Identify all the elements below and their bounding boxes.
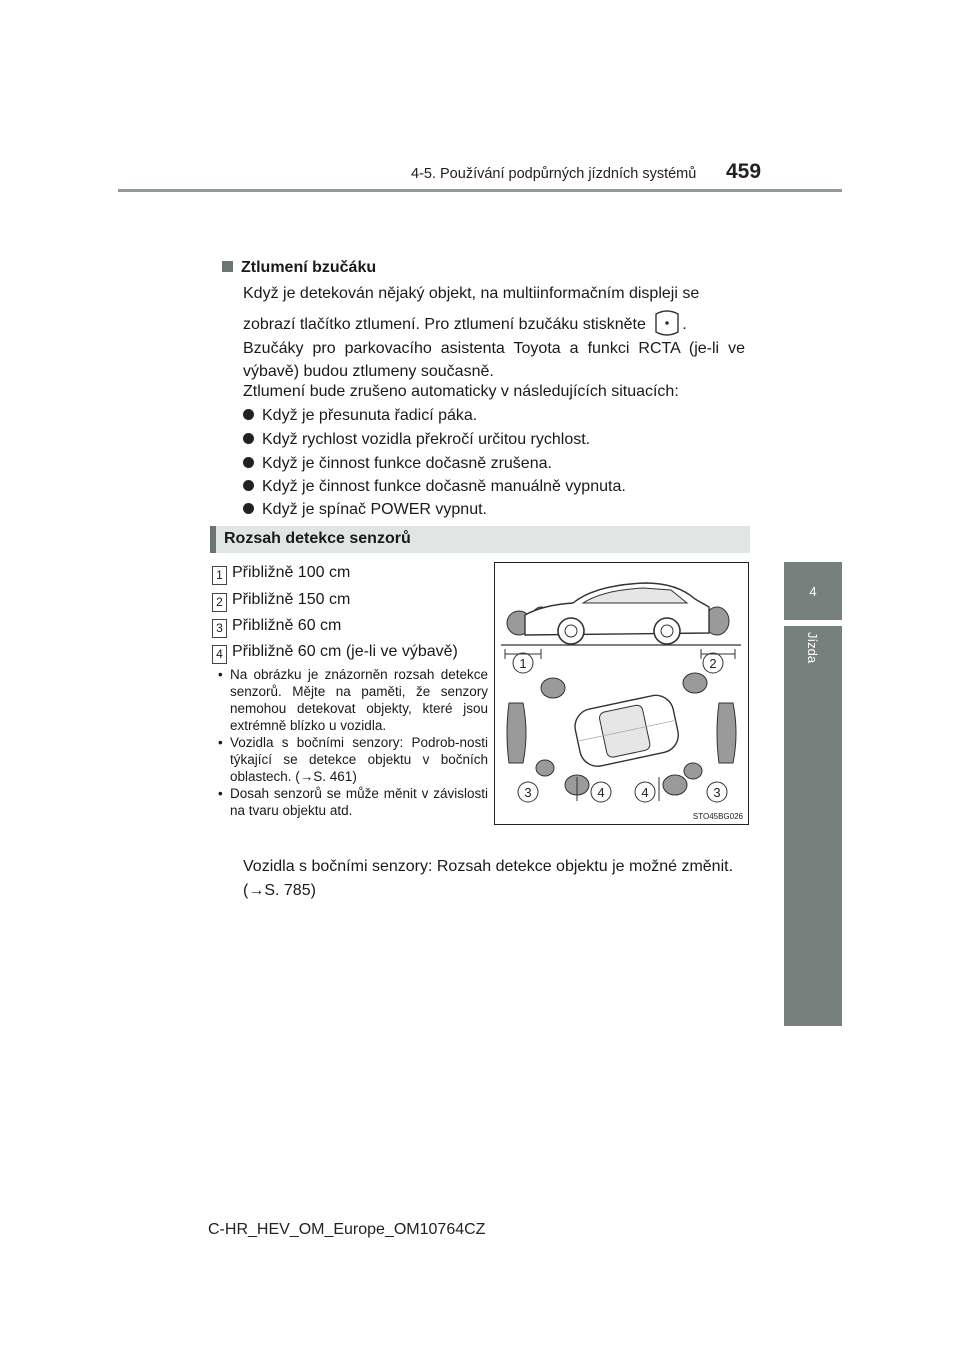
- bullet-dot-icon: [243, 457, 254, 468]
- closing-paragraph-a: Vozidla s bočními senzory: Rozsah detekce objektu je možné změnit.: [243, 858, 734, 875]
- number-box: 3: [212, 619, 227, 638]
- sensor-range-figure: [494, 562, 749, 825]
- figure-label: 3: [713, 785, 721, 800]
- section-heading-mute: Ztlumení bzučáku: [222, 256, 376, 279]
- figure-code: STO45BG026: [692, 812, 743, 821]
- numbered-item: 1 Přibližně 100 cm: [212, 561, 350, 585]
- bullet-dot-icon: [243, 480, 254, 491]
- bullet-item: Když je spínač POWER vypnut.: [243, 498, 487, 521]
- square-bullet-icon: [222, 261, 233, 272]
- note-item: • Vozidla s bočními senzory: Podrob-nosti týkající se detekce objektu v bočních oblastech. (→S. 461): [218, 735, 488, 784]
- bullet-dot-icon: [243, 409, 254, 420]
- section-band-title: Rozsah detekce senzorů: [224, 530, 411, 547]
- figure-label: 1: [519, 656, 527, 671]
- sensor-range-diagram: [495, 563, 748, 824]
- paragraph-mute-1b: zobrazí tlačítko ztlumení. Pro ztlumení bzučáku stiskněte .: [243, 310, 763, 336]
- numbered-item: 4 Přibližně 60 cm (je-li ve výbavě): [212, 640, 458, 664]
- paragraph-mute-3: Ztlumení bude zrušeno automaticky v následujících situacích:: [243, 383, 679, 400]
- figure-label: 3: [524, 785, 532, 800]
- chapter-label: [784, 630, 842, 690]
- bullet-dot-icon: [243, 503, 254, 514]
- bullet-item: Když je činnost funkce dočasně manuálně vypnuta.: [243, 475, 626, 498]
- chapter-tab: [784, 562, 842, 620]
- chapter-number: 4: [809, 583, 817, 599]
- mute-button-icon: [652, 310, 682, 336]
- figure-label: 2: [709, 656, 717, 671]
- bullet-item: Když rychlost vozidla překročí určitou rychlost.: [243, 428, 590, 451]
- bullet-dot-icon: [243, 433, 254, 444]
- notes-list: [218, 666, 488, 819]
- chapter-label-text: Jízda: [805, 632, 820, 664]
- paragraph-mute-2: Bzučáky pro parkovacího asistenta Toyota a funkci RCTA (je-li ve výbavě) budou ztlumeny současně.: [243, 340, 745, 380]
- numbered-item: 3 Přibližně 60 cm: [212, 614, 341, 638]
- closing-paragraph-b: (→S. 785): [243, 882, 316, 899]
- figure-label: 4: [597, 785, 605, 800]
- figure-label: 4: [641, 785, 649, 800]
- number-box: 1: [212, 566, 227, 585]
- paragraph-mute-1a: Když je detekován nějaký objekt, na multiinformačním displeji se: [243, 285, 700, 302]
- header-section-title: 4-5. Používání podpůrných jízdních systémů: [411, 166, 697, 182]
- footer-doc-id: C-HR_HEV_OM_Europe_OM10764CZ: [208, 1221, 486, 1238]
- bullet-item: Když je přesunuta řadicí páka.: [243, 404, 477, 427]
- number-box: 4: [212, 645, 227, 664]
- header-rule: [118, 189, 842, 192]
- number-box: 2: [212, 593, 227, 612]
- page-number: 459: [726, 160, 762, 183]
- bullet-item: Když je činnost funkce dočasně zrušena.: [243, 452, 552, 475]
- note-item: • Dosah senzorů se může měnit v závislosti na tvaru objektu atd.: [218, 786, 488, 818]
- note-item: • Na obrázku je znázorněn rozsah detekce senzorů. Mějte na paměti, že senzory nemohou detekovat objekty, které jsou extrémně blízko u vozidla.: [218, 667, 488, 733]
- numbered-item: 2 Přibližně 150 cm: [212, 588, 350, 612]
